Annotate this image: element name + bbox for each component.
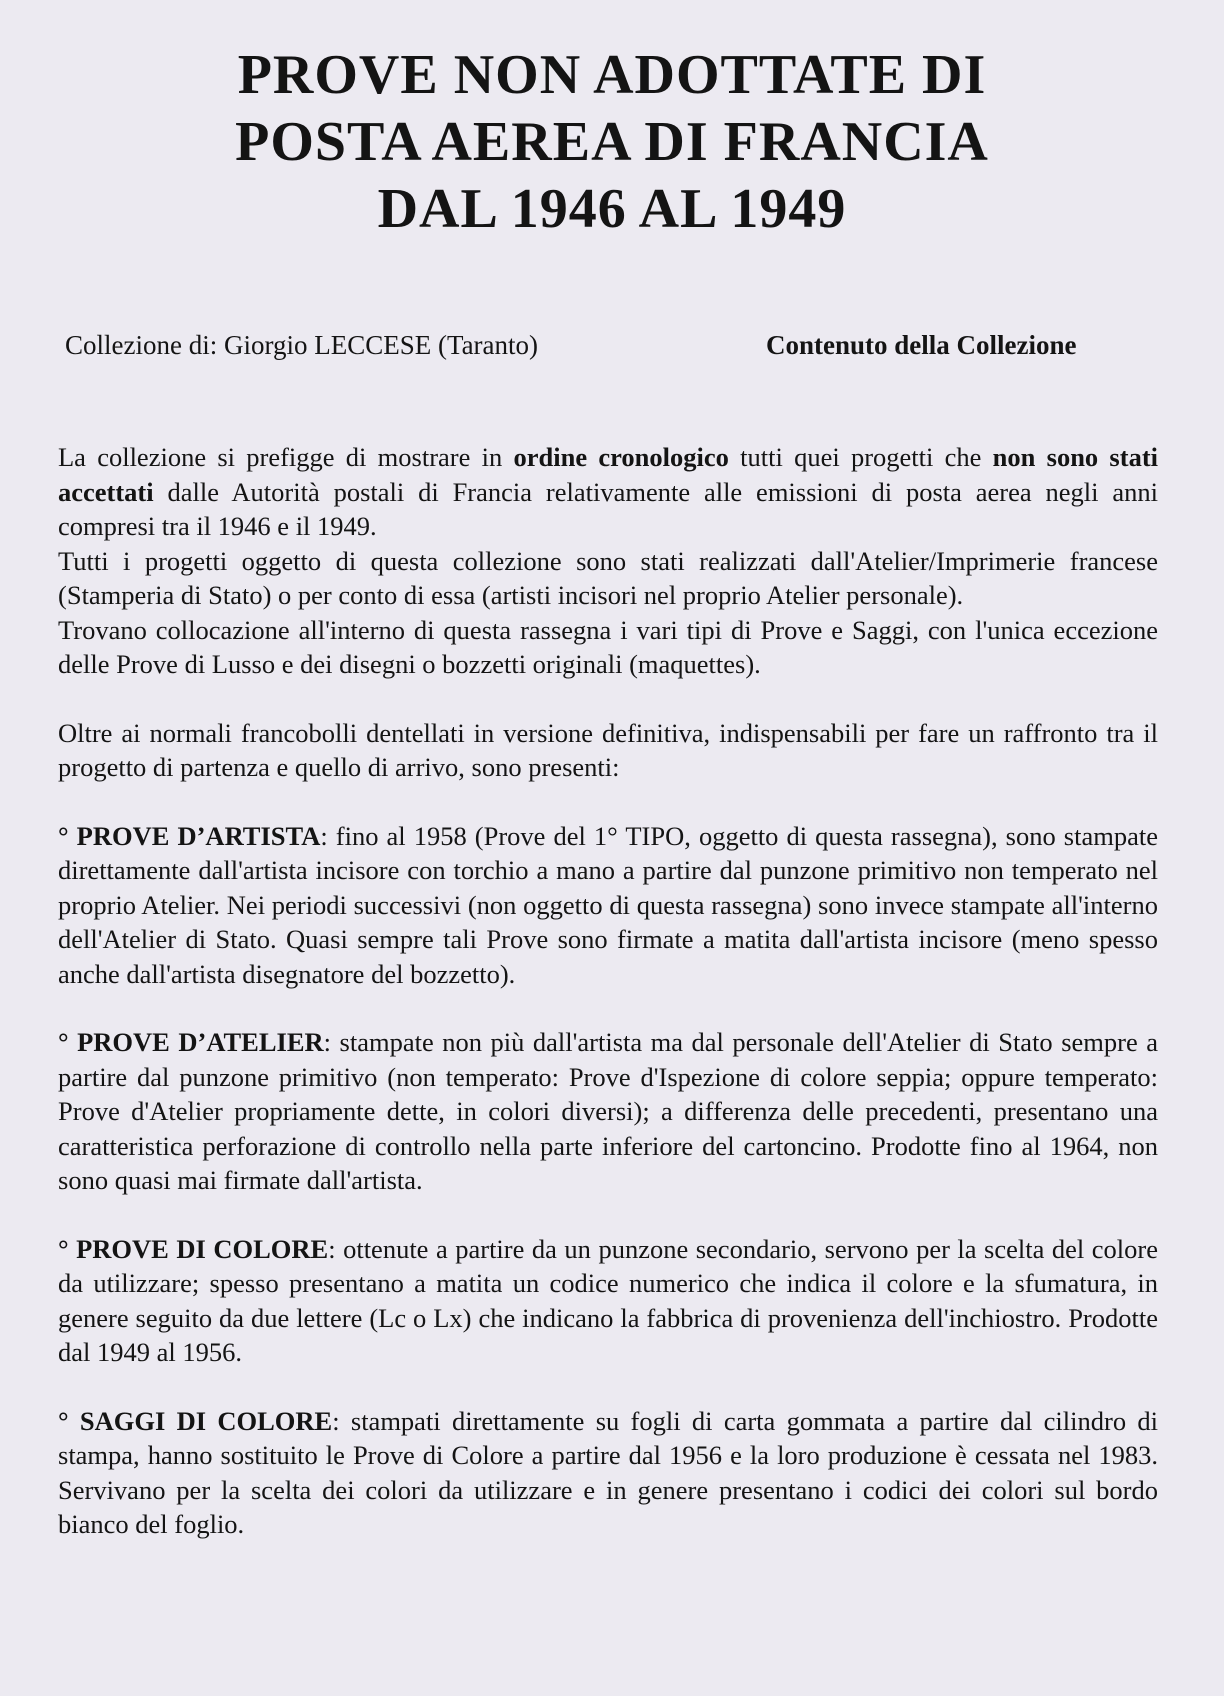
section-prove-artista	[58, 819, 1158, 992]
section-heading: ° PROVE DI COLORE	[58, 1233, 329, 1264]
section-heading: ° PROVE D’ATELIER	[58, 1027, 324, 1057]
contents-heading: Contenuto della Collezione	[766, 330, 1077, 360]
types-paragraph: Trovano collocazione all'interno di questa rassegna i vari tipi di Prove e Saggi, con l'unica eccezione delle Prove di Lusso e dei disegni o bozzetti originali (maquettes).	[58, 614, 1158, 679]
section-text: : ottenute a partire da un punzone secondario, servono per la scelta del colore da utilizzare; spesso presentano a matita un codice numerico che indica il colore e la sfumatura, in genere seguito da due lettere (Lc o Lx) che indicano la fabbrica di provenienza dell'inchiostro. Prodotte dal 1949 al 1956.	[58, 1233, 1158, 1367]
page-title	[0, 42, 1224, 243]
besides-paragraph: Oltre ai normali francobolli dentellati in versione definitiva, indispensabili per fare un raffronto tra il progetto di partenza e quello di arrivo, sono presenti:	[58, 717, 1158, 782]
collector-line: Collezione di: Giorgio LECCESE (Taranto)	[65, 330, 539, 360]
section-heading: ° PROVE D’ARTISTA	[58, 820, 321, 851]
section-text: : fino al 1958 (Prove del 1° TIPO, oggetto di questa rassegna), sono stampate direttamente dall'artista incisore con torchio a mano a partire dal punzone primitivo non temperato nel proprio Atelier. Nei periodi successivi (non oggetto di questa rassegna) sono invece stampate all'interno dell'Atelier di Stato. Quasi sempre tali Prove sono firmate a matita dall'artista incisore (meno spesso anche dall'artista disegnatore del bozzetto).	[58, 820, 1158, 989]
spacer	[58, 785, 1158, 819]
intro-text-1: La collezione si prefigge di mostrare in	[58, 442, 514, 472]
projects-paragraph: Tutti i progetti oggetto di questa collezione sono stati realizzati dall'Atelier/Imprimerie francese (Stamperia di Stato) o per conto di essa (artisti incisori nel proprio Atelier personale).	[58, 545, 1158, 610]
document-body	[58, 440, 1158, 1542]
section-heading: ° SAGGI DI COLORE	[58, 1405, 333, 1436]
intro-text-2: tutti quei progetti che	[728, 442, 993, 472]
section-prove-colore	[58, 1232, 1158, 1370]
spacer	[58, 682, 1158, 716]
title-line-3: DAL 1946 AL 1949	[377, 178, 847, 240]
title-line-2: POSTA AEREA DI FRANCIA	[235, 111, 989, 173]
spacer	[58, 1198, 1158, 1232]
intro-bold-1: ordine cronologico	[513, 442, 729, 472]
intro-text-3: dalle Autorità postali di Francia relativamente alle emissioni di posta aerea negli anni compresi tra il 1946 e il 1949.	[58, 476, 1158, 541]
section-prove-atelier	[58, 1025, 1158, 1198]
spacer	[58, 1370, 1158, 1404]
section-text: : stampati direttamente su fogli di carta gommata a partire dal cilindro di stampa, hanno sostituito le Prove di Colore a partire dal 1956 e la loro produzione è cessata nel 1983. Servivano per la scelta dei colori da utilizzare e in genere presentano i codici dei colori sul bordo bianco del foglio.	[58, 1405, 1159, 1539]
intro-paragraph	[58, 440, 1158, 544]
section-saggi-colore	[58, 1404, 1158, 1542]
section-text: : stampate non più dall'artista ma dal personale dell'Atelier di Stato sempre a partire dal punzone primitivo (non temperato: Prove d'Ispezione di colore seppia; oppure temperato: Prove d'Atelier propriamente dette, in colori diversi); a differenza delle precedenti, presentano una caratteristica perforazione di controllo nella parte inferiore del cartoncino. Prodotte fino al 1964, non sono quasi mai firmate dall'artista.	[58, 1027, 1158, 1195]
title-line-1: PROVE NON ADOTTATE DI	[237, 44, 987, 106]
spacer	[58, 991, 1158, 1025]
intro-bold-2: non sono stati accettati	[58, 442, 1159, 507]
